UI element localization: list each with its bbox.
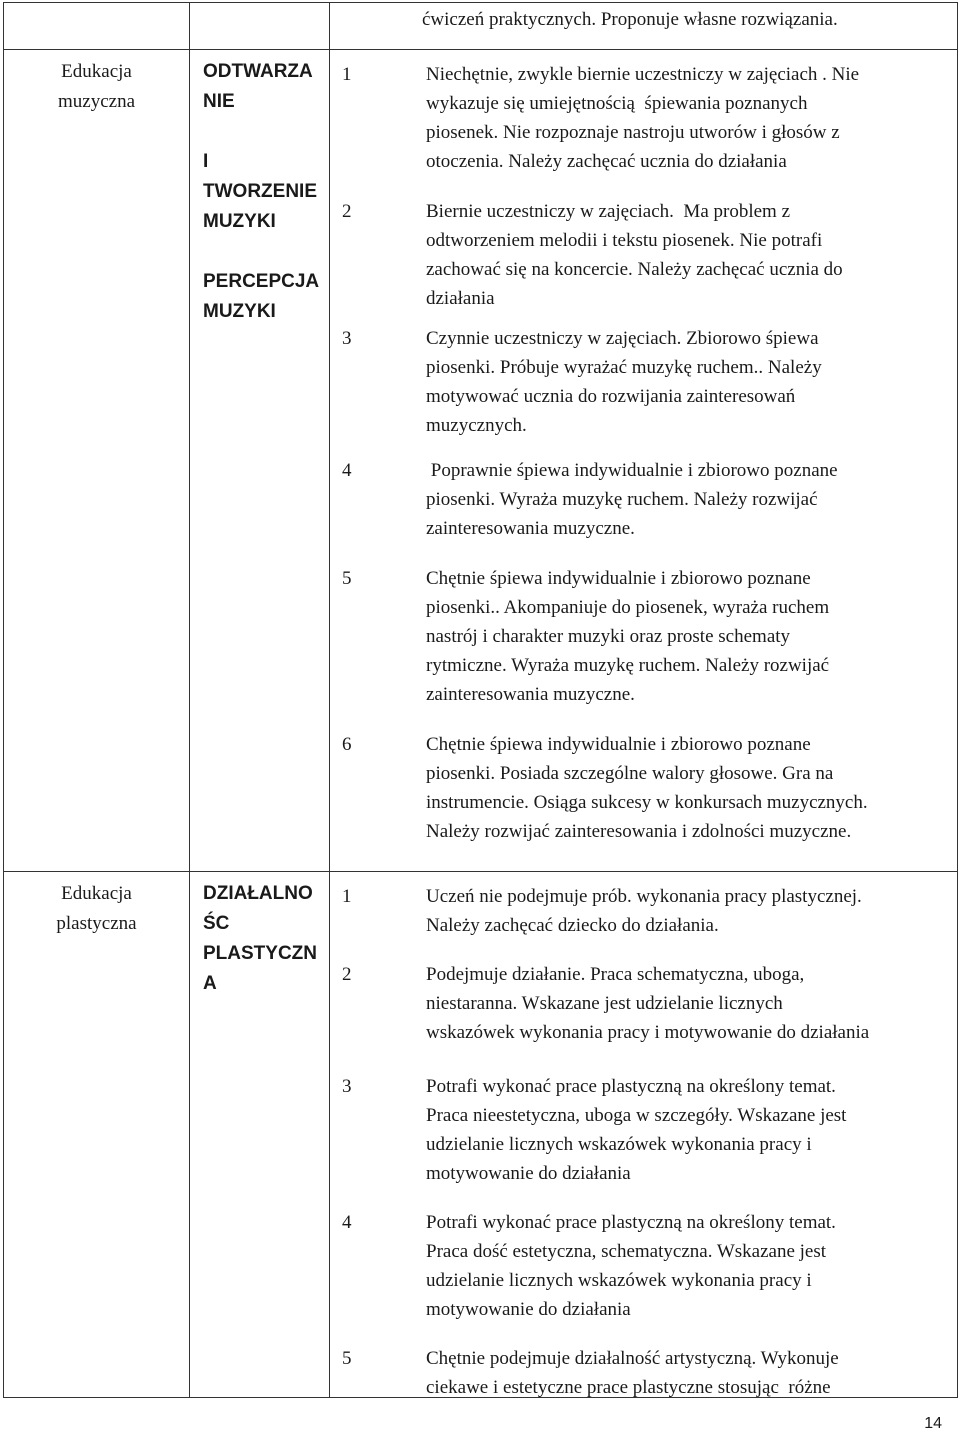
grade-description [426,1072,946,1188]
area-line: NIE [203,91,235,112]
continuation-text: ćwiczeń praktycznych. Proponuje własne rozwiązania. [422,9,838,30]
description-line: piosenki. Posiada szczególne walory głosowe. Gra na [426,763,834,784]
subject-line: plastyczna [56,913,137,934]
area-line [203,117,329,147]
table-row-music [4,50,958,872]
description-line: zainteresowania muzyczne. [426,518,635,539]
grade-number: 1 [342,64,352,85]
grade-number: 4 [342,1212,352,1233]
subject-cell-music [4,50,190,872]
grade-description [426,456,946,543]
description-line: motywowanie do działania [426,1163,631,1184]
description-line: motywowanie do działania [426,1299,631,1320]
table-row-continuation [4,3,958,50]
grade-number: 3 [342,1076,352,1097]
area-line: ŚC [203,913,230,934]
description-line: Należy rozwijać zainteresowania i zdolności muzyczne. [426,821,852,842]
description-line: motywować ucznia do rozwijania zainteresowań [426,386,796,407]
grade-description [426,882,946,940]
subject-line: Edukacja [61,61,132,82]
description-line: wykazuje się umiejętnością śpiewania poznanych [426,93,808,114]
description-line: Potrafi wykonać prace plastyczną na określony temat. [426,1076,836,1097]
grade-number: 5 [342,1348,352,1369]
description-line: Praca nieestetyczna, uboga w szczegóły. Wskazane jest [426,1105,847,1126]
grade-number: 6 [342,734,352,755]
grade-description [426,1208,946,1324]
description-line: Niechętnie, zwykle biernie uczestniczy w zajęciach . Nie [426,64,860,85]
levels-cell-music [330,50,958,872]
grade-description [426,1344,946,1402]
description-line: ciekawe i estetyczne prace plastyczne stosując różne [426,1377,831,1398]
area-cell-music [190,50,330,872]
grade-description [426,60,946,176]
description-line: instrumencie. Osiąga sukcesy w konkursach muzycznych. [426,792,868,813]
description-line: Chętnie śpiewa indywidualnie i zbiorowo poznane [426,734,811,755]
description-line: Biernie uczestniczy w zajęciach. Ma problem z [426,201,790,222]
description-line: piosenki. Próbuje wyrażać muzykę ruchem.. Należy [426,357,822,378]
description-line: Chętnie podejmuje działalność artystyczną. Wykonuje [426,1348,839,1369]
area-line: MUZYKI [203,301,276,322]
area-line: MUZYKI [203,211,276,232]
description-line: udzielanie licznych wskazówek wykonania pracy i [426,1134,812,1155]
description-line: udzielanie licznych wskazówek wykonania pracy i [426,1270,812,1291]
area-line: TWORZENIE [203,181,317,202]
description-line: wskazówek wykonania pracy i motywowanie do działania [426,1022,870,1043]
page-number: 14 [924,1415,942,1432]
description-line: niestaranna. Wskazane jest udzielanie licznych [426,993,783,1014]
grade-number: 2 [342,964,352,985]
description-line: zainteresowania muzyczne. [426,684,635,705]
area-line: PERCEPCJA [203,271,320,292]
area-cell-art [190,872,330,1398]
description-line: piosenki.. Akompaniuje do piosenek, wyraża ruchem [426,597,830,618]
description-line: Poprawnie śpiewa indywidualnie i zbiorowo poznane [426,460,838,481]
area-line: ODTWARZA [203,61,313,82]
description-line: Należy zachęcać dziecko do działania. [426,915,719,936]
continuation-cell [330,3,958,50]
grade-number: 4 [342,460,352,481]
description-line: muzycznych. [426,415,527,436]
description-line: Praca dość estetyczna, schematyczna. Wskazane jest [426,1241,827,1262]
grade-number: 1 [342,886,352,907]
empty-cell [190,3,330,50]
levels-cell-art [330,872,958,1398]
grade-description [426,564,946,709]
grade-description [426,730,946,846]
area-line: I [203,151,209,172]
table-row-art [4,872,958,1398]
description-line: piosenek. Nie rozpoznaje nastroju utworów i głosów z [426,122,840,143]
description-line: zachować się na koncercie. Należy zachęcać ucznia do [426,259,843,280]
area-line: A [203,973,217,994]
description-line: otoczenia. Należy zachęcać ucznia do działania [426,151,787,172]
grade-description [426,324,946,440]
grade-description [426,960,946,1047]
grade-description [426,197,946,313]
area-line: DZIAŁALNO [203,883,313,904]
subject-line: muzyczna [57,91,135,112]
description-line: Uczeń nie podejmuje prób. wykonania pracy plastycznej. [426,886,862,907]
area-line [203,237,329,267]
description-line: odtworzeniem melodii i tekstu piosenek. Nie potrafi [426,230,823,251]
description-line: Chętnie śpiewa indywidualnie i zbiorowo poznane [426,568,811,589]
grade-number: 3 [342,328,352,349]
description-line: Czynnie uczestniczy w zajęciach. Zbiorowo śpiewa [426,328,819,349]
grade-number: 2 [342,201,352,222]
grading-criteria-table [3,2,958,1398]
description-line: Potrafi wykonać prace plastyczną na określony temat. [426,1212,836,1233]
description-line: nastrój i charakter muzyki oraz proste schematy [426,626,791,647]
description-line: działania [426,288,495,309]
description-line: piosenki. Wyraża muzykę ruchem. Należy rozwijać [426,489,818,510]
subject-line: Edukacja [61,883,132,904]
area-line: PLASTYCZN [203,943,317,964]
empty-cell [4,3,190,50]
subject-cell-art [4,872,190,1398]
description-line: Podejmuje działanie. Praca schematyczna, uboga, [426,964,805,985]
description-line: rytmiczne. Wyraża muzykę ruchem. Należy rozwijać [426,655,830,676]
grade-number: 5 [342,568,352,589]
